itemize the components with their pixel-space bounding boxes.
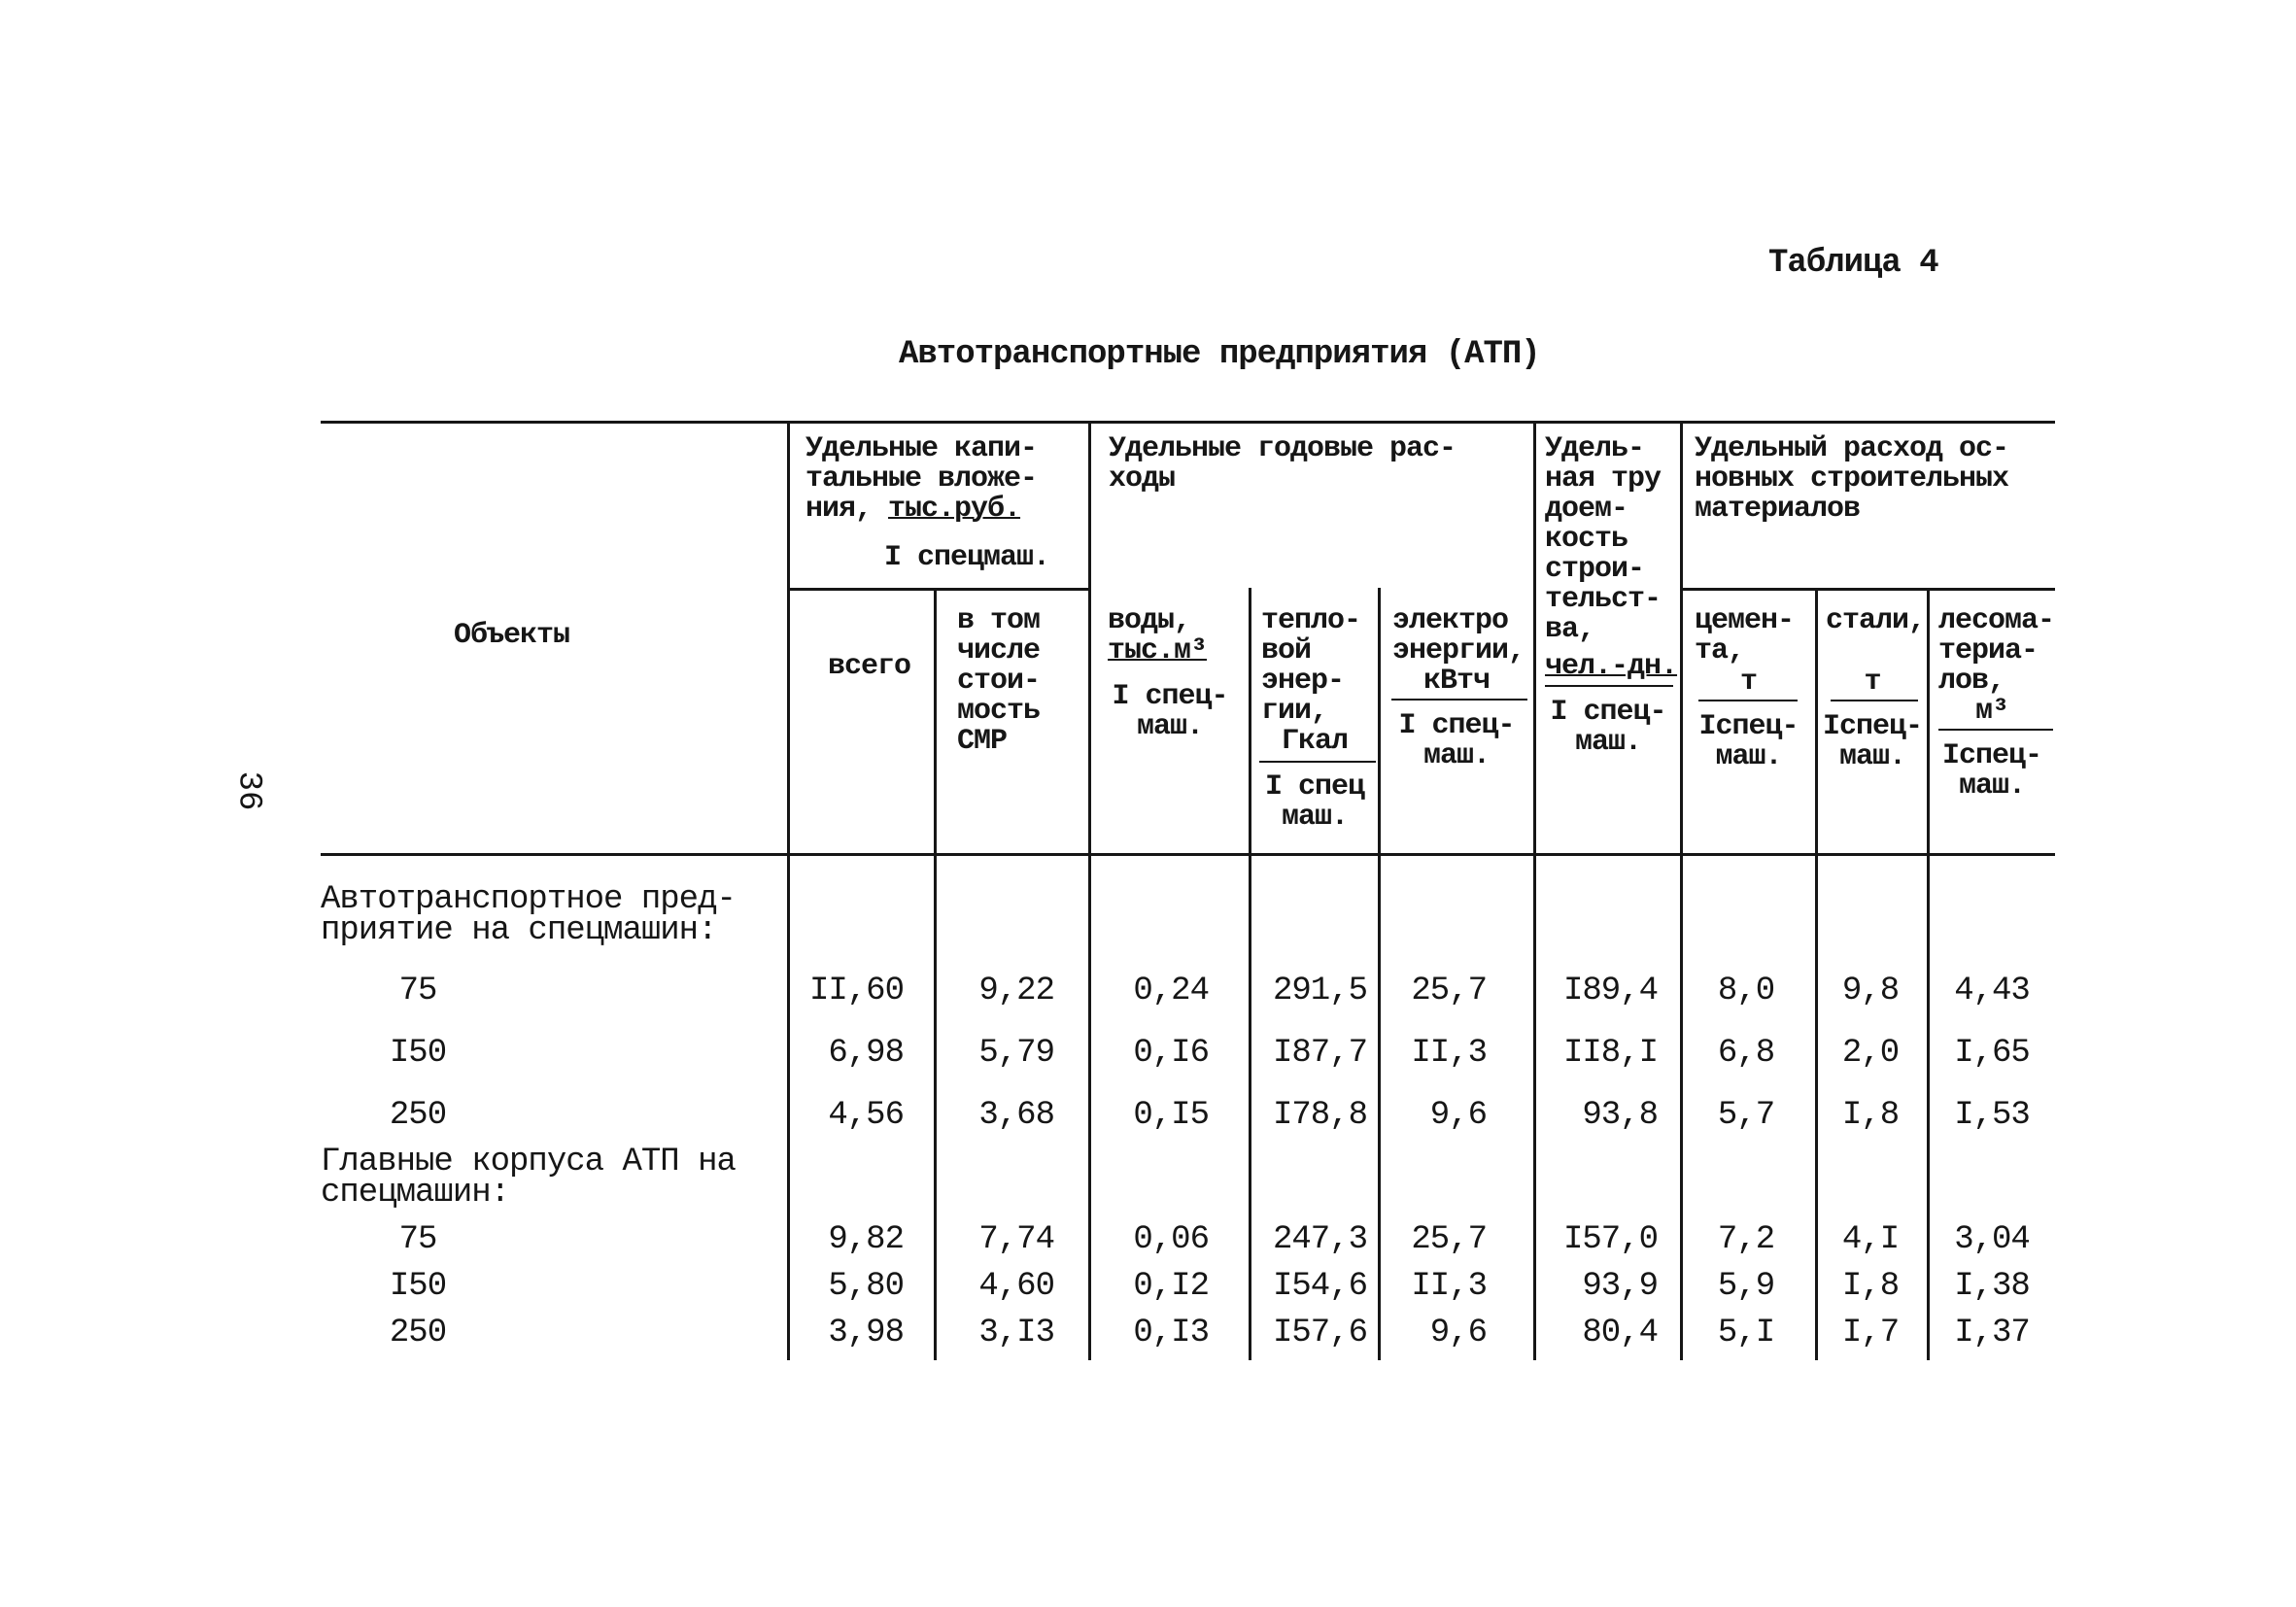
table-cell: 9,6 bbox=[1429, 1097, 1487, 1134]
header-materials: Удельный расход ос- новных строительных материалов bbox=[1695, 432, 2009, 526]
header-cement-per: Iспец- маш. bbox=[1698, 710, 1799, 773]
table-cell: II,3 bbox=[1411, 1035, 1487, 1072]
table-cell: I57,0 bbox=[1562, 1221, 1658, 1258]
table-cell: I,65 bbox=[1954, 1035, 2030, 1072]
table-vline bbox=[1088, 421, 1091, 1360]
header-timber-unit: м³ bbox=[1974, 695, 2008, 728]
table-cell: 3,04 bbox=[1954, 1221, 2030, 1258]
header-capital bbox=[805, 434, 1037, 525]
table-cell: 7,2 bbox=[1717, 1221, 1775, 1258]
header-steel-unit: т bbox=[1864, 666, 1881, 699]
table-cell: 4,43 bbox=[1954, 973, 2030, 1009]
table-cell: I,7 bbox=[1841, 1315, 1900, 1351]
row-label: 75 bbox=[398, 973, 437, 1009]
table-cell: I,8 bbox=[1841, 1268, 1900, 1305]
table-cell: 4,60 bbox=[978, 1268, 1054, 1305]
table-cell: I89,4 bbox=[1562, 973, 1658, 1009]
header-labor-unit-text: чел.-дн. bbox=[1545, 650, 1678, 683]
table-cell: I57,6 bbox=[1272, 1315, 1367, 1351]
table-cell: I,37 bbox=[1954, 1315, 2030, 1351]
table-cell: 9,82 bbox=[828, 1221, 904, 1258]
table-number: Таблица 4 bbox=[1768, 245, 1938, 282]
row-label: I50 bbox=[389, 1268, 447, 1305]
header-electricity-per: I спец- маш. bbox=[1398, 709, 1515, 772]
header-timber: лесома- териа- лов, bbox=[1938, 604, 2055, 698]
header-capital-unit: тыс.руб. bbox=[888, 493, 1021, 526]
table-cell: II8,I bbox=[1562, 1035, 1658, 1072]
header-bottom-rule bbox=[321, 853, 2055, 856]
table-cell: 9,6 bbox=[1429, 1315, 1487, 1351]
header-cement: цемен- та, bbox=[1695, 604, 1795, 667]
header-electricity-unit bbox=[1382, 667, 1531, 697]
header-steel-underline bbox=[1831, 700, 1918, 701]
table-cell: 3,98 bbox=[828, 1315, 904, 1351]
table-cell: 5,7 bbox=[1717, 1097, 1775, 1134]
table-cell: 0,24 bbox=[1133, 973, 1209, 1009]
header-cement-unit: т bbox=[1739, 666, 1757, 699]
header-labor-unit bbox=[1545, 652, 1677, 682]
header-electricity: электро энергии, bbox=[1392, 604, 1525, 667]
table-cell: I87,7 bbox=[1272, 1035, 1367, 1072]
table-cell: II,60 bbox=[808, 973, 904, 1009]
header-capital-label: Удельные капи- тальные вложе- ния, bbox=[805, 432, 1038, 526]
table-cell: 4,56 bbox=[828, 1097, 904, 1134]
header-water-per: I спец- маш. bbox=[1112, 680, 1228, 743]
header-annual: Удельные годовые рас- ходы bbox=[1109, 432, 1456, 496]
table-cell: 8,0 bbox=[1717, 973, 1775, 1009]
header-objects: Объекты bbox=[454, 619, 570, 652]
row-label: 250 bbox=[389, 1315, 447, 1351]
header-heat-unit bbox=[1253, 727, 1376, 757]
table-cell: 0,I6 bbox=[1133, 1035, 1209, 1072]
header-heat-underline bbox=[1259, 761, 1376, 763]
header-heat-unit-text: Гкал bbox=[1281, 725, 1348, 758]
header-labor-underline bbox=[1545, 685, 1673, 687]
table-cell: I78,8 bbox=[1272, 1097, 1367, 1134]
table-cell: I54,6 bbox=[1272, 1268, 1367, 1305]
header-heat-per: I спец маш. bbox=[1264, 770, 1365, 834]
table-cell: I,53 bbox=[1954, 1097, 2030, 1134]
table-cell: 0,I5 bbox=[1133, 1097, 1209, 1134]
table-cell: 93,8 bbox=[1582, 1097, 1658, 1134]
table-top-rule bbox=[321, 421, 2055, 424]
header-water-label: воды, bbox=[1108, 604, 1191, 637]
table-cell: 3,I3 bbox=[978, 1315, 1054, 1351]
table-cell: II,3 bbox=[1411, 1268, 1487, 1305]
header-cement-underline bbox=[1698, 700, 1798, 701]
header-capital-total: всего bbox=[828, 650, 911, 683]
header-timber-per: Iспец- маш. bbox=[1941, 739, 2042, 803]
header-heat: тепло- вой энер- гии, bbox=[1261, 604, 1361, 728]
table-cell: 0,I2 bbox=[1133, 1268, 1209, 1305]
table-cell: 25,7 bbox=[1411, 973, 1487, 1009]
row-label: I50 bbox=[389, 1035, 447, 1072]
table-cell: 247,3 bbox=[1272, 1221, 1367, 1258]
header-labor: Удель- ная тру доем- кость строи- тельст- ва, bbox=[1545, 432, 1662, 646]
group-label: Главные корпуса АТП на спецмашин: bbox=[321, 1144, 736, 1212]
header-steel-per: Iспец- маш. bbox=[1822, 710, 1923, 773]
row-label: 250 bbox=[389, 1097, 447, 1134]
header-labor-per: I спец- маш. bbox=[1550, 696, 1666, 759]
header-capital-per: I спецмаш. bbox=[884, 541, 1050, 574]
header-water-unit: тыс.м³ bbox=[1108, 634, 1208, 667]
table-vline bbox=[787, 421, 790, 1360]
table-cell: 3,68 bbox=[978, 1097, 1054, 1134]
table-title: Автотранспортные предприятия (АТП) bbox=[899, 336, 1540, 373]
table-cell: 9,8 bbox=[1841, 973, 1900, 1009]
table-cell: 5,9 bbox=[1717, 1268, 1775, 1305]
table-cell: 5,I bbox=[1717, 1315, 1775, 1351]
header-timber-underline bbox=[1938, 729, 2053, 731]
table-cell: 80,4 bbox=[1582, 1315, 1658, 1351]
table-cell: 5,80 bbox=[828, 1268, 904, 1305]
header-steel: стали, bbox=[1826, 604, 1926, 637]
table-cell: I,38 bbox=[1954, 1268, 2030, 1305]
header-electricity-unit-text: кВтч bbox=[1422, 665, 1490, 698]
table-cell: 7,74 bbox=[978, 1221, 1054, 1258]
header-capital-smr: в том числе стои- мость СМР bbox=[957, 604, 1041, 758]
table-cell: 25,7 bbox=[1411, 1221, 1487, 1258]
table-cell: 6,8 bbox=[1717, 1035, 1775, 1072]
table-cell: 9,22 bbox=[978, 973, 1054, 1009]
table-cell: 5,79 bbox=[978, 1035, 1054, 1072]
subheader-rule-capital bbox=[789, 588, 1090, 591]
table-cell: 291,5 bbox=[1272, 973, 1367, 1009]
table-cell: 93,9 bbox=[1582, 1268, 1658, 1305]
table-cell: 2,0 bbox=[1841, 1035, 1900, 1072]
page-number: 36 bbox=[229, 770, 267, 811]
group-label: Автотранспортное пред- приятие на спецмашин: bbox=[321, 881, 736, 949]
header-electricity-underline bbox=[1391, 699, 1527, 701]
subheader-rule-materials bbox=[1682, 588, 2055, 591]
table-cell: 4,I bbox=[1841, 1221, 1900, 1258]
table-cell: I,8 bbox=[1841, 1097, 1900, 1134]
table-cell: 0,06 bbox=[1133, 1221, 1209, 1258]
row-label: 75 bbox=[398, 1221, 437, 1258]
table-vline bbox=[1680, 421, 1683, 1360]
table-vline bbox=[1533, 421, 1536, 1360]
header-water bbox=[1108, 606, 1207, 667]
table-cell: 6,98 bbox=[828, 1035, 904, 1072]
table-cell: 0,I3 bbox=[1133, 1315, 1209, 1351]
